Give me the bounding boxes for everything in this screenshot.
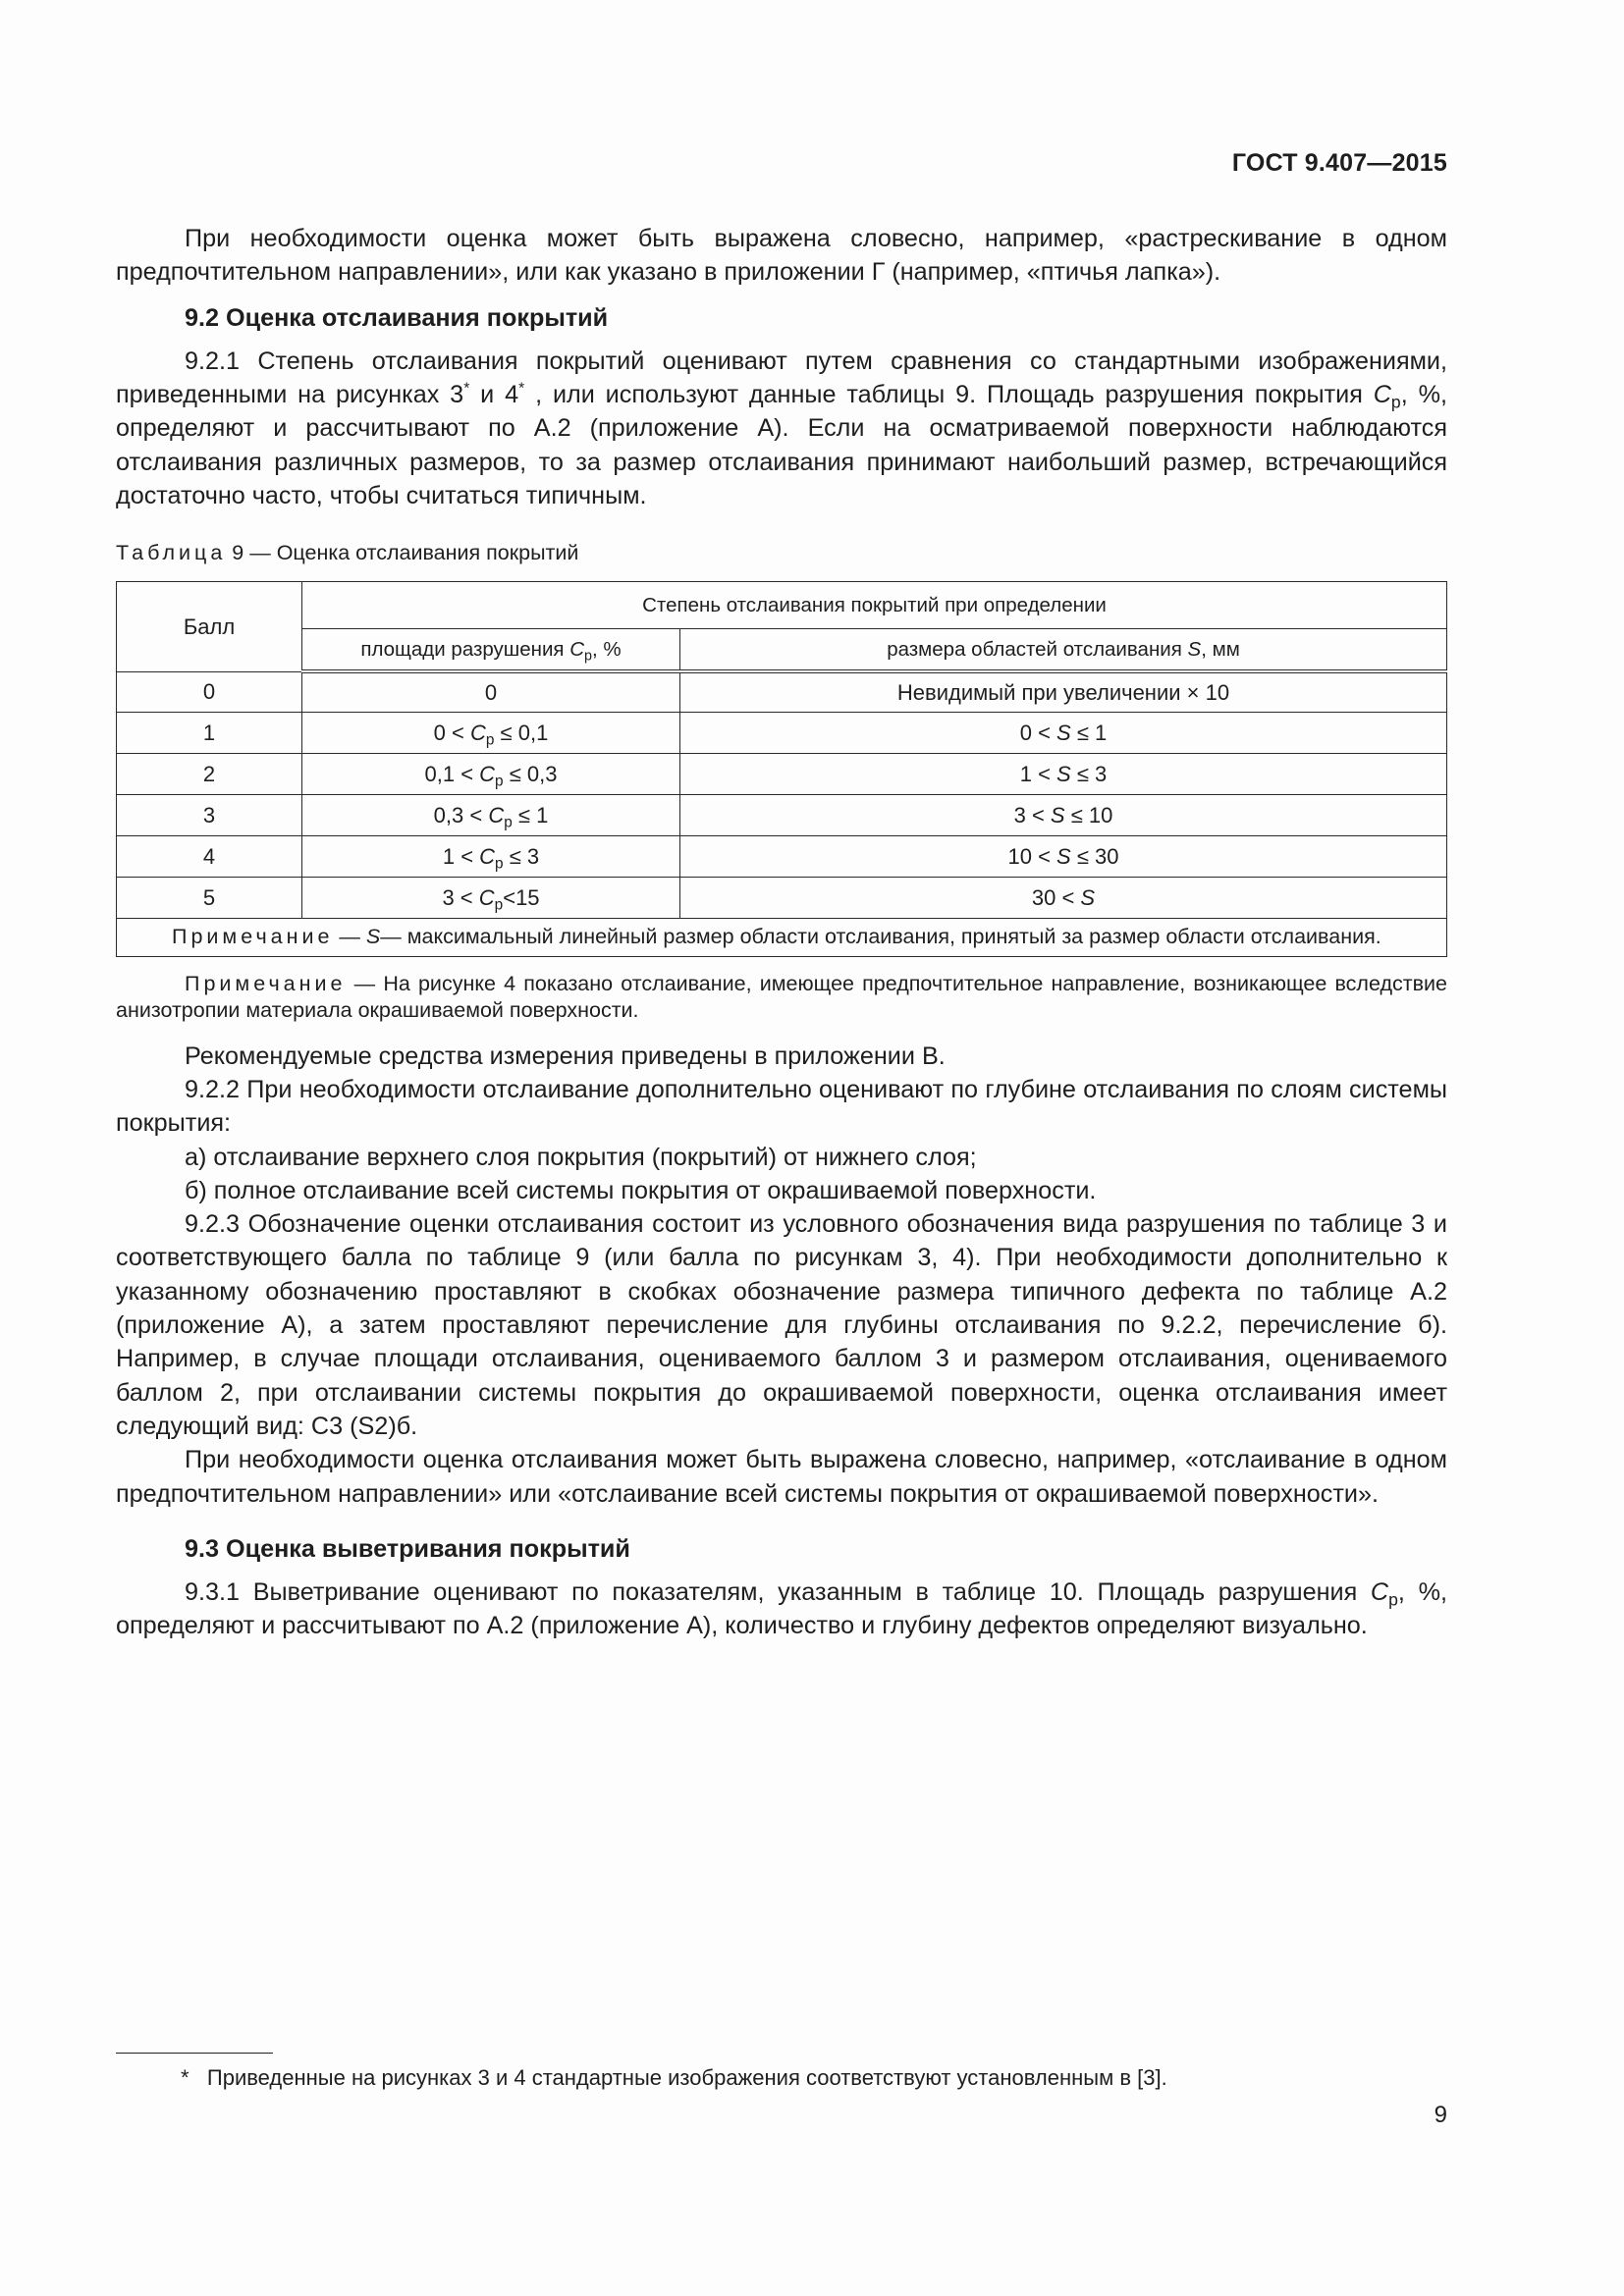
- table-header-area: площади разрушения $C_p$, %: [302, 628, 680, 671]
- paragraph-verbal-assessment: При необходимости оценка отслаивания может быть выражена словесно, например, «отслаивание в одном предпочтительном направлении» или «отслаивание всей системы покрытия от окрашиваемой поверхности».: [116, 1446, 1447, 1508]
- note-figure-4: Примечание — На рисунке 4 показано отслаивание, имеющее предпочтительное направление, возникающее вследствие анизотропии материала окрашиваемой поверхности.: [116, 971, 1447, 1022]
- paragraph-measurement-means: Рекомендуемые средства измерения приведены в приложении В.: [185, 1041, 946, 1070]
- paragraph-9-2-1: 9.2.1 Степень отслаивания покрытий оценивают путем сравнения со стандартными изображениями, приведенными на рисунках 3* и 4* , или используют данные таблицы 9. Площадь разрушения покрытия $C_p$, %, определяют и рассчитывают по А.2 (приложение А). Если на осматриваемой поверхности наблюдаются отслаивания различных размеров, то за размер отслаивания принимают наибольший размер, встречающийся достаточно часто, чтобы считаться типичным.: [116, 347, 1448, 510]
- section-9-2-heading: 9.2 Оценка отслаивания покрытий: [185, 303, 609, 332]
- table-header-size: размера областей отслаивания S, мм: [680, 628, 1447, 671]
- table-header-ball: Балл: [117, 581, 302, 671]
- table-row: 5 $3 < C_p<15$ 30 < S: [117, 877, 1447, 918]
- table-row: 2 $0,1 < C_p \le 0,3$ 1 < S ≤ 3: [117, 753, 1447, 794]
- intro-paragraph: При необходимости оценка может быть выражена словесно, например, «растрескивание в одном предпочтительном направлении», или как указано в приложении Г (например, «птичья лапка»).: [116, 225, 1447, 287]
- list-item-b: б) полное отслаивание всей системы покрытия от окрашиваемой поверхности.: [185, 1176, 1097, 1204]
- document-id-header: ГОСТ 9.407—2015: [1231, 149, 1447, 177]
- paragraph-9-2-3: 9.2.3 Обозначение оценки отслаивания состоит из условного обозначения вида разрушения по таблице 3 и соответствующего балла по таблице 9 (или балла по рисункам 3, 4). При необходимости дополнительно к указанному обозначению проставляют в скобках обозначение размера типичного дефекта по таблице А.2 (приложение А), а затем проставляют перечисление для глубины отслаивания по 9.2.2, перечисление б). Например, в случае площади отслаивания, оцениваемого баллом 3 и размером отслаивания, оцениваемого баллом 2, при отслаивании системы покрытия до окрашиваемой поверхности, оценка отслаивания имеет следующий вид: С3 (S2)б.: [116, 1210, 1447, 1440]
- table-row: 3 $0,3 < C_p \le 1$ 3 < S ≤ 10: [117, 794, 1447, 835]
- paragraph-9-3-1: 9.3.1 Выветривание оценивают по показателям, указанным в таблице 10. Площадь разрушения $C_p$, %, определяют и рассчитывают по А.2 (приложение А), количество и глубину дефектов определяют визуально.: [116, 1578, 1448, 1640]
- section-9-3-heading: 9.3 Оценка выветривания покрытий: [185, 1534, 630, 1563]
- table-row: 4 $1 < C_p \le 3$ 10 < S ≤ 30: [117, 835, 1447, 877]
- footnote-separator: [116, 2053, 273, 2054]
- footnote: * Приведенные на рисунках 3 и 4 стандартные изображения соответствуют установленным в [3].: [181, 2065, 1167, 2090]
- table-row: 1 $0 < C_p \le 0,1$ 0 < S ≤ 1: [117, 712, 1447, 753]
- list-item-a: а) отслаивание верхнего слоя покрытия (покрытий) от нижнего слоя;: [185, 1143, 977, 1171]
- paragraph-9-2-2: 9.2.2 При необходимости отслаивание дополнительно оценивают по глубине отслаивания по слоям системы покрытия:: [116, 1075, 1447, 1138]
- table-row: 0 0 Невидимый при увеличении × 10: [117, 671, 1447, 712]
- table-header-group: Степень отслаивания покрытий при определении: [302, 581, 1447, 628]
- table-9-caption: Таблица 9 — Оценка отслаивания покрытий: [116, 541, 579, 565]
- page-number: 9: [1434, 2102, 1447, 2128]
- table-9-note: Примечание — S— максимальный линейный размер области отслаивания, принятый за размер области отслаивания.: [117, 918, 1447, 956]
- table-9: [116, 581, 1447, 957]
- page-content: [116, 222, 1447, 1643]
